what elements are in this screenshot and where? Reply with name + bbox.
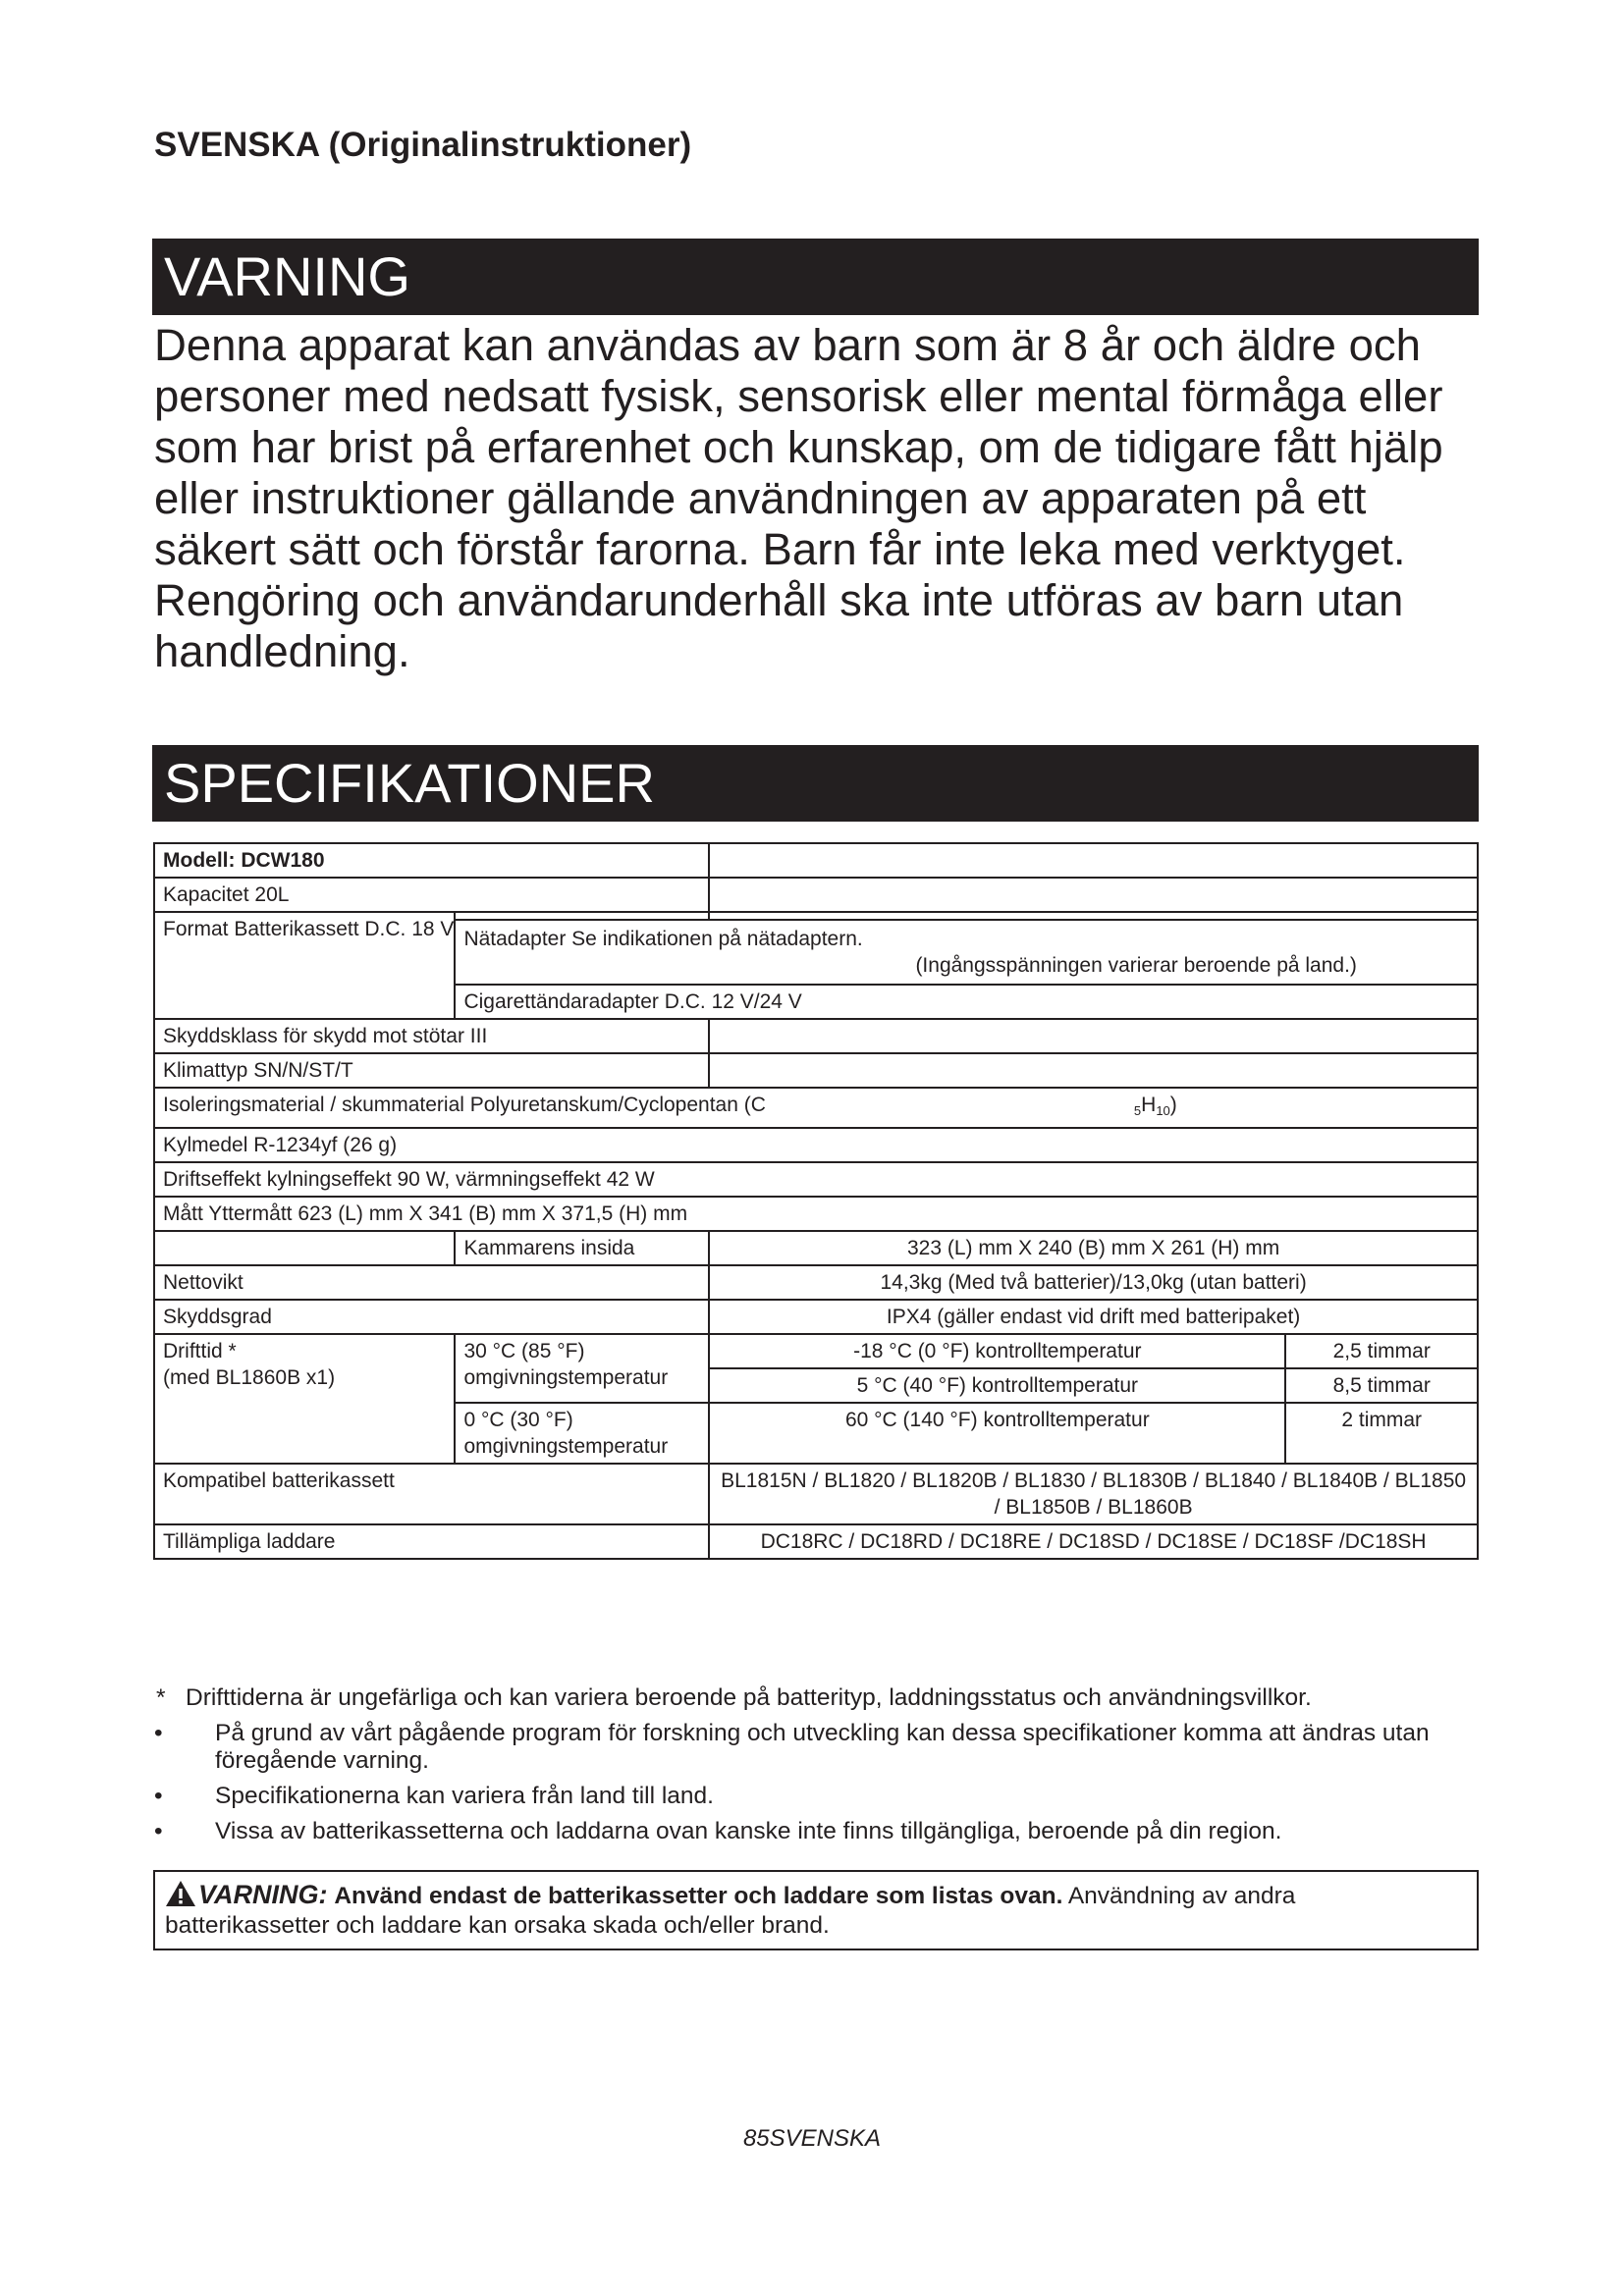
note-marker: • (154, 1783, 163, 1809)
caution-text: Användning av andra batterikassetter och laddare kan orsaka skada och/eller brand. (165, 1883, 1296, 1939)
spec-insulation-text: Isoleringsmaterial / skummaterial Polyuretanskum/Cyclopentan (C (163, 1094, 766, 1116)
warning-line: eller instruktioner gällande användningen av apparaten på ett (154, 473, 1367, 523)
spec-chargers-value: DC18RC / DC18RD / DC18RE / DC18SD / DC18SE / DC18SF /DC18SH (709, 1524, 1478, 1559)
note-marker: • (154, 1720, 163, 1746)
table-row (154, 843, 1478, 878)
spec-insulation: Isoleringsmaterial / skummaterial Polyuretanskum/Cyclopentan (C $_5H_{10}$) (154, 1088, 1478, 1128)
warning-title-bar: VARNING (152, 239, 1479, 315)
caution-label: VARNING: (198, 1880, 328, 1909)
table-row (154, 1334, 1478, 1368)
spec-net-weight-value: 14,3kg (Med två batterier)/13,0kg (utan batteri) (709, 1265, 1478, 1300)
table-row (154, 1162, 1478, 1197)
spec-model: Modell: DCW180 (154, 843, 709, 878)
page-footer: 85SVENSKA (742, 2125, 882, 2152)
spec-run-time: 8,5 timmar (1285, 1368, 1478, 1403)
warning-triangle-icon (165, 1880, 196, 1907)
spec-net-weight-label: Nettovikt (154, 1265, 709, 1300)
spec-power: Driftseffekt kylningseffekt 90 W, värmningseffekt 42 W (154, 1162, 1478, 1197)
spec-outer-dimensions: Mått Yttermått 623 (L) mm X 341 (B) mm X 371,5 (H) mm (154, 1197, 1478, 1231)
warning-line: Denna apparat kan användas av barn som är 8 år och äldre och (154, 320, 1421, 370)
spec-coolant: Kylmedel R-1234yf (26 g) (154, 1128, 1478, 1162)
note-text: Specifikationerna kan variera från land till land. (215, 1783, 714, 1809)
specifications-table (153, 842, 1479, 1560)
specifications-title-bar: SPECIFIKATIONER (152, 745, 1479, 822)
table-row (154, 912, 1478, 920)
table-row (154, 1265, 1478, 1300)
warning-line: personer med nedsatt fysisk, sensorisk eller mental förmåga eller (154, 371, 1443, 421)
spec-adapter-note: (Ingångsspänningen varierar beroende på land.) (915, 954, 1357, 977)
list-item (154, 1818, 1479, 1845)
table-row (154, 1300, 1478, 1334)
spec-capacity: Kapacitet 20L (154, 878, 709, 912)
spec-run-temp: 60 °C (140 °F) kontrolltemperatur (709, 1403, 1285, 1464)
table-row (154, 1128, 1478, 1162)
spec-cigarette-adapter: Cigarettändaradapter D.C. 12 V/24 V (455, 985, 1478, 1019)
spec-ip-label: Skyddsgrad (154, 1300, 709, 1334)
table-row (154, 1197, 1478, 1231)
spec-ambient-30: 30 °C (85 °F) omgivningstemperatur (455, 1334, 709, 1403)
spec-format-battery: Format Batterikassett D.C. 18 V (163, 918, 455, 940)
spec-compatible-value: BL1815N / BL1820 / BL1820B / BL1830 / BL1830B / BL1840 / BL1840B / BL1850 / BL1850B / BL1860B (709, 1464, 1478, 1524)
note-text: På grund av vårt pågående program för forskning och utveckling kan dessa specifikationer komma att ändras utan föregående varning. (215, 1720, 1430, 1774)
note-marker: • (154, 1818, 163, 1844)
table-row (154, 1019, 1478, 1053)
spec-compatible-label: Kompatibel batterikassett (154, 1464, 709, 1524)
spec-inner-value: 323 (L) mm X 240 (B) mm X 261 (H) mm (709, 1231, 1478, 1265)
list-item (154, 1783, 1479, 1810)
spec-adapter-cell (455, 920, 1478, 985)
list-item (154, 1720, 1479, 1775)
spec-run-temp: -18 °C (0 °F) kontrolltemperatur (709, 1334, 1285, 1368)
list-item (154, 1684, 1479, 1712)
spec-chargers-label: Tillämpliga laddare (154, 1524, 709, 1559)
spec-inner-label: Kammarens insida (455, 1231, 709, 1265)
spec-format-cell (154, 912, 455, 1019)
warning-line: som har brist på erfarenhet och kunskap, om de tidigare fått hjälp (154, 422, 1443, 472)
table-row (154, 1524, 1478, 1559)
note-text: Drifttiderna är ungefärliga och kan variera beroende på batterityp, laddningsstatus och användningsvillkor. (186, 1684, 1312, 1711)
warning-line: handledning. (154, 626, 410, 676)
table-row (154, 1088, 1478, 1128)
note-marker: * (156, 1684, 166, 1711)
warning-text (154, 320, 1479, 677)
table-row (154, 1053, 1478, 1088)
page-heading: SVENSKA (Originalinstruktioner) (154, 126, 692, 164)
spec-climate: Klimattyp SN/N/ST/T (154, 1053, 709, 1088)
note-text: Vissa av batterikassetterna och laddarna ovan kanske inte finns tillgängliga, beroende på din region. (215, 1818, 1282, 1844)
notes-list (154, 1684, 1479, 1853)
spec-ambient-0: 0 °C (30 °F) omgivningstemperatur (455, 1403, 709, 1464)
table-row (154, 1464, 1478, 1524)
spec-run-time: 2,5 timmar (1285, 1334, 1478, 1368)
warning-line: säkert sätt och förstår farorna. Barn får inte leka med verktyget. (154, 524, 1406, 574)
table-row (154, 1231, 1478, 1265)
spec-run-time: 2 timmar (1285, 1403, 1478, 1464)
spec-runtime-label: Drifttid * (med BL1860B x1) (154, 1334, 455, 1464)
spec-run-temp: 5 °C (40 °F) kontrolltemperatur (709, 1368, 1285, 1403)
spec-ip-value: IPX4 (gäller endast vid drift med batteripaket) (709, 1300, 1478, 1334)
warning-line: Rengöring och användarunderhåll ska inte utföras av barn utan (154, 575, 1404, 625)
battery-warning-box (153, 1870, 1479, 1950)
spec-adapter: Nätadapter Se indikationen på nätadaptern. (463, 928, 863, 950)
table-row (154, 878, 1478, 912)
spec-protection-class: Skyddsklass för skydd mot stötar III (154, 1019, 709, 1053)
caution-strong: Använd endast de batterikassetter och laddare som listas ovan. (334, 1883, 1063, 1909)
